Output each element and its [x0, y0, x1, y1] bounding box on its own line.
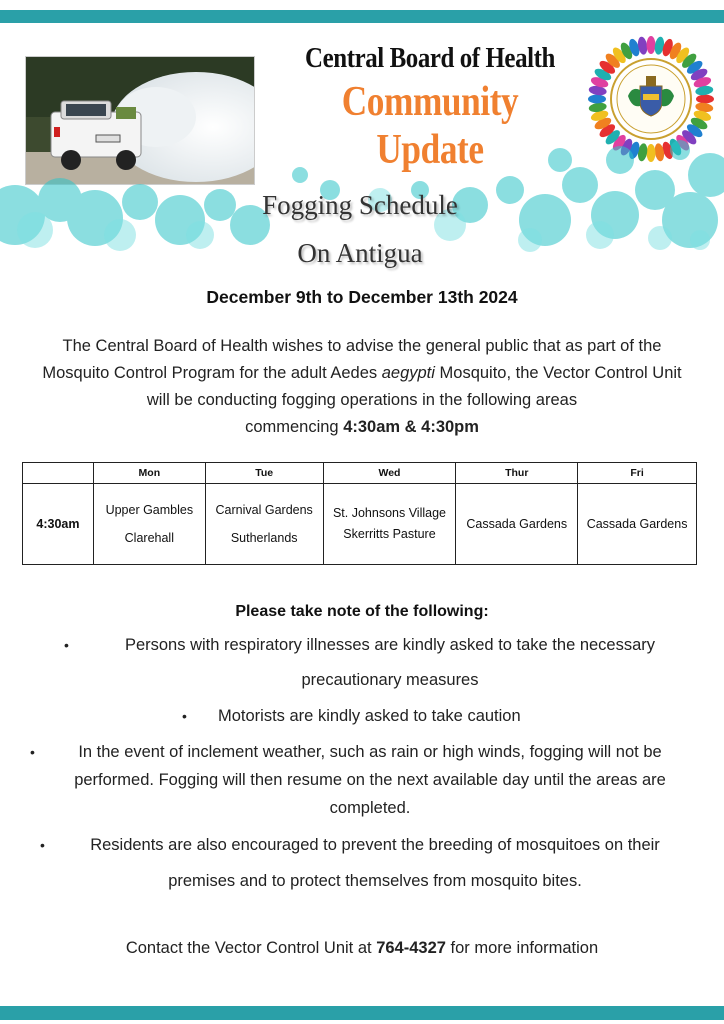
- note-line: premises and to protect themselves from mosquito bites.: [168, 872, 582, 890]
- table-header: Mon: [93, 463, 205, 484]
- table-header: Fri: [578, 463, 697, 484]
- top-teal-bar: [0, 10, 724, 23]
- table-cell: [205, 484, 323, 565]
- note-line: Residents are also encouraged to prevent the breeding of mosquitoes on their: [90, 836, 660, 854]
- intro-line: will be conducting fogging operations in the following areas: [146, 391, 578, 409]
- area-name: Skerritts Pasture: [343, 527, 436, 541]
- note-line: precautionary measures: [301, 671, 479, 689]
- table-header: [23, 463, 94, 484]
- area-name: Clarehall: [124, 531, 174, 545]
- seal-rim-figure: [696, 95, 714, 104]
- intro-text: Mosquito, the Vector Control Unit: [434, 364, 682, 382]
- note-bullet-motorists: [180, 699, 580, 734]
- table-header: Thur: [456, 463, 578, 484]
- contact-text: for more information: [445, 939, 599, 957]
- area-name: Upper Gambles: [105, 503, 194, 517]
- community-update-title: Community Update: [341, 79, 519, 173]
- date-range: December 9th to December 13th 2024: [206, 287, 518, 307]
- table-row: [23, 484, 697, 565]
- intro-paragraph: [0, 333, 724, 441]
- seal-rim-figure: [588, 95, 606, 104]
- note-line: completed.: [329, 799, 411, 817]
- note-line: performed. Fogging will then resume on the next available day until the areas are: [74, 771, 666, 789]
- intro-line: [0, 360, 724, 387]
- bullet-dot: •: [40, 837, 45, 853]
- schedule-title-line1: Fogging Schedule: [262, 190, 458, 220]
- table-header: Wed: [323, 463, 456, 484]
- time-cell: 4:30am: [23, 484, 94, 565]
- contact-phone: 764-4327: [376, 939, 446, 957]
- area-name: Carnival Gardens: [215, 503, 313, 517]
- seal-rim-figure: [647, 36, 656, 54]
- species-name: aegypti: [381, 364, 435, 382]
- fogging-schedule-table: [22, 462, 697, 565]
- notes-heading: Please take note of the following:: [235, 603, 489, 620]
- table-header: Tue: [205, 463, 323, 484]
- intro-line: The Central Board of Health wishes to advise the general public that as part of the: [62, 337, 662, 355]
- table-cell: [456, 484, 578, 565]
- table-cell: [578, 484, 697, 565]
- note-bullet-residents: [30, 827, 720, 899]
- note-bullet-respiratory: [60, 628, 720, 698]
- note-line: In the event of inclement weather, such as rain or high winds, fogging will not be: [78, 743, 662, 761]
- contact-line: [0, 939, 724, 958]
- table-header-row: [23, 463, 697, 484]
- note-bullet-weather: [20, 738, 720, 822]
- schedule-title-line2: On Antigua: [297, 238, 423, 268]
- bullet-dot: •: [30, 744, 35, 760]
- bullet-dot: •: [182, 708, 187, 724]
- table-cell: [93, 484, 205, 565]
- area-name: St. Johnsons Village: [332, 506, 446, 520]
- area-name: Cassada Gardens: [586, 517, 688, 531]
- area-name: Cassada Gardens: [466, 517, 568, 531]
- bottom-teal-bar: [0, 1006, 724, 1020]
- bullet-dot: •: [64, 637, 69, 653]
- note-line: Persons with respiratory illnesses are kindly asked to take the necessary: [124, 636, 656, 654]
- org-name: Central Board of Health: [305, 42, 555, 74]
- fogging-times: 4:30am & 4:30pm: [343, 418, 479, 436]
- intro-text: commencing: [245, 418, 344, 436]
- intro-line: [0, 414, 724, 441]
- note-line: Motorists are kindly asked to take caution: [218, 707, 521, 725]
- intro-text: Mosquito Control Program for the adult Aedes: [42, 364, 382, 382]
- table-cell: [323, 484, 456, 565]
- area-name: Sutherlands: [230, 531, 298, 545]
- contact-text: Contact the Vector Control Unit at: [125, 939, 377, 957]
